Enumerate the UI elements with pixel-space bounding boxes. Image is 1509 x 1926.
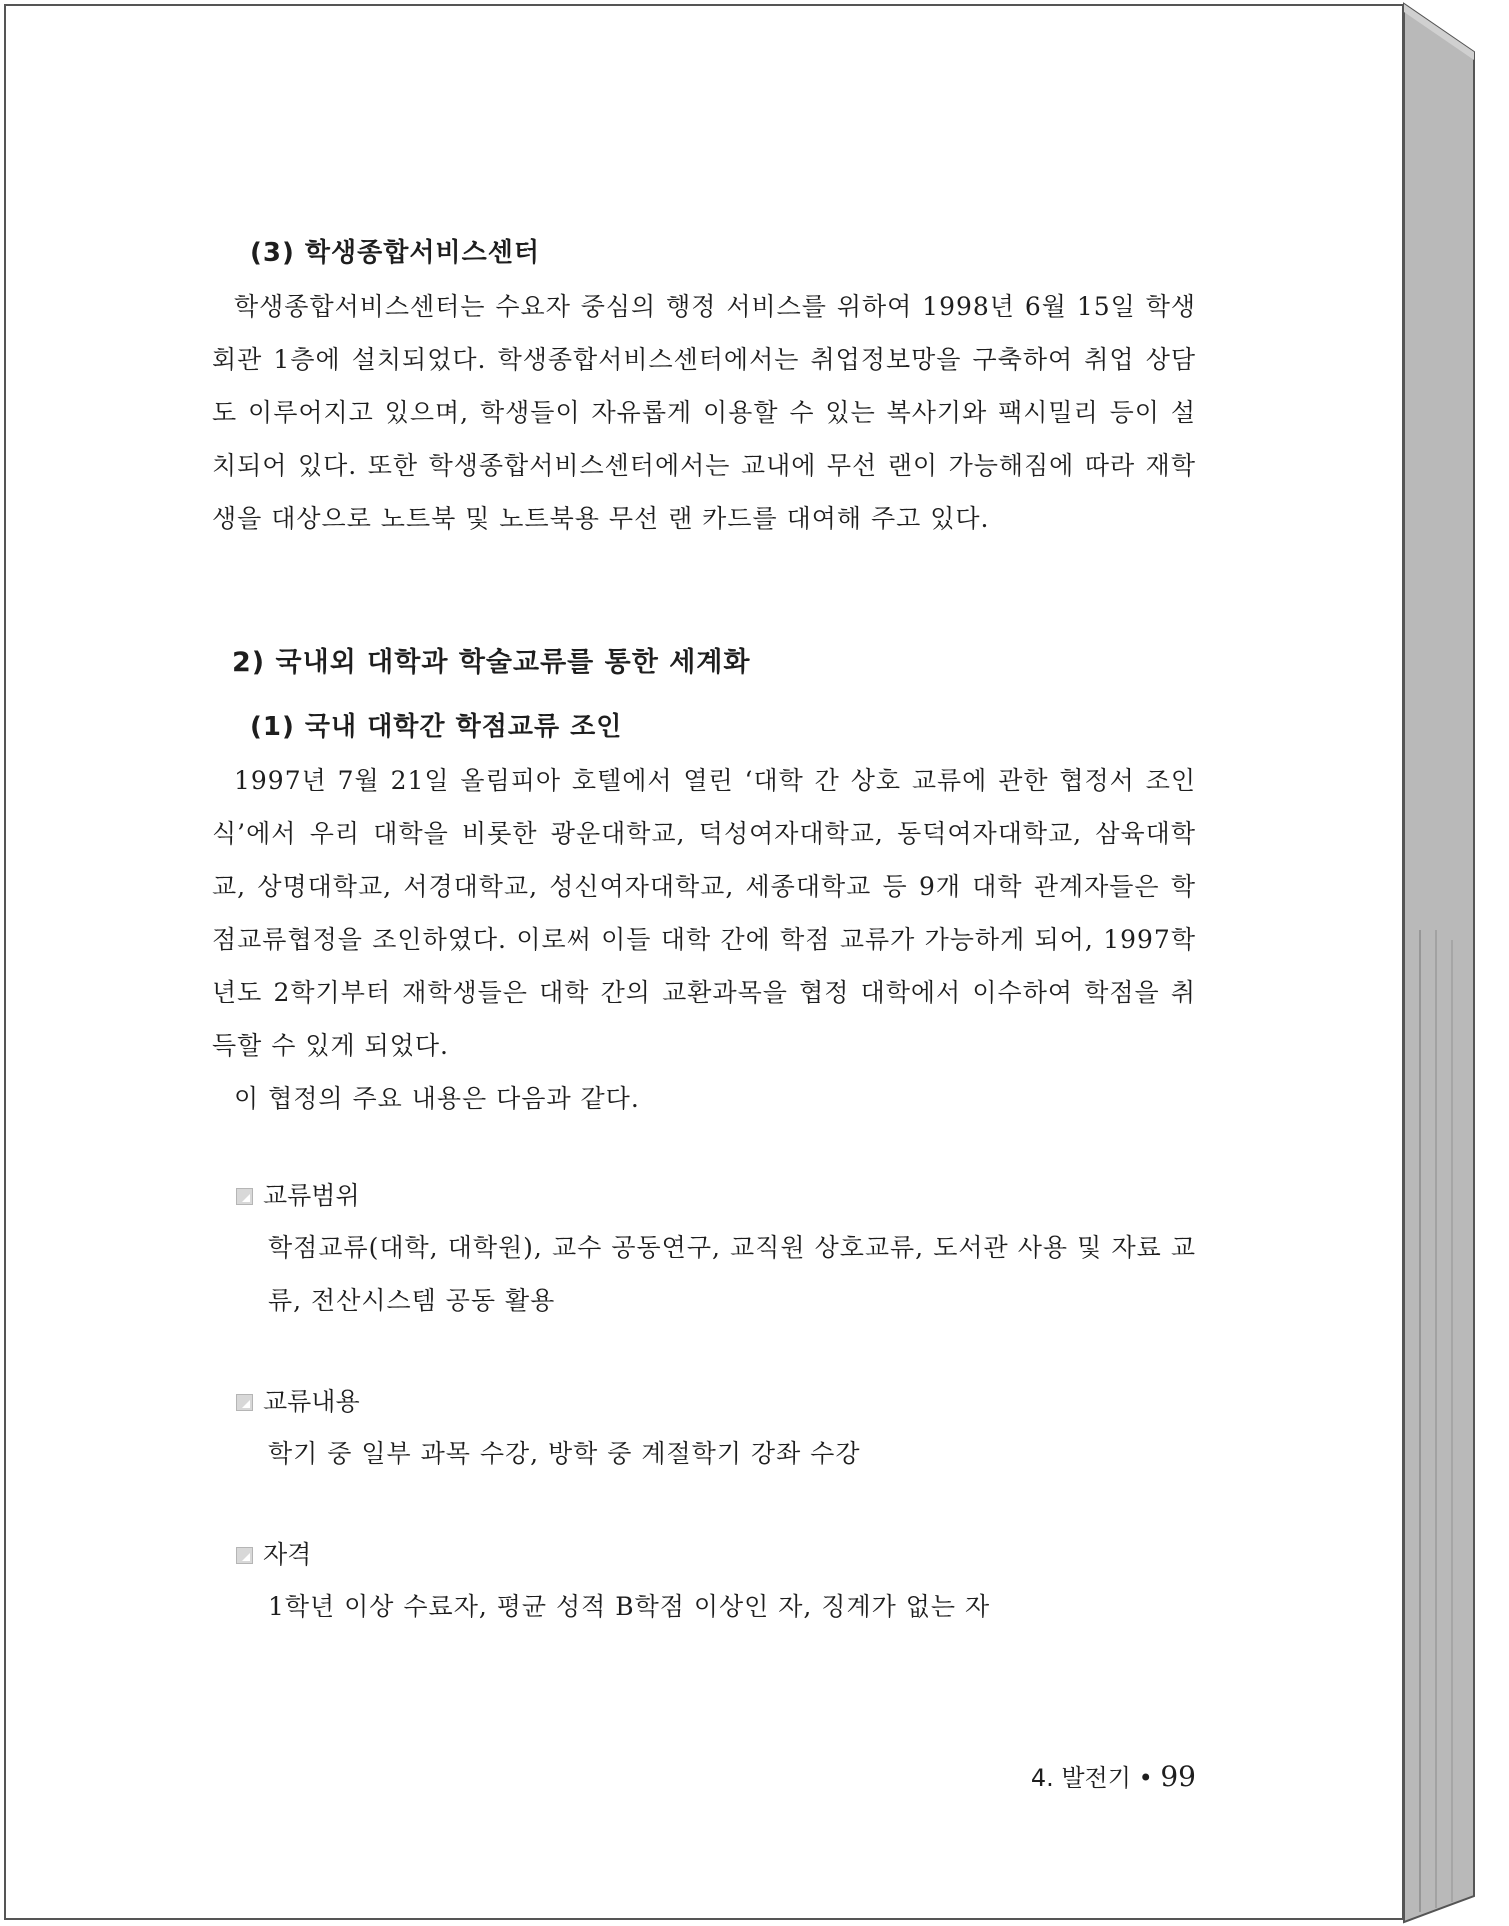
item-qualification: [212, 1530, 1196, 1633]
subsection-1-intro: 이 협정의 주요 내용은 다음과 같다.: [234, 1084, 640, 1113]
page-footer: [1020, 1758, 1196, 1793]
footer-chapter: 4. 발전기: [1030, 1764, 1131, 1792]
item-text: 학기 중 일부 과목 수강, 방학 중 계절학기 강좌 수강: [268, 1439, 861, 1468]
section-3-heading: (3) 학생종합서비스센터: [250, 238, 540, 268]
item-heading: [212, 1171, 1196, 1221]
item-exchange-scope: [212, 1171, 1196, 1327]
subsection-1-paragraph: 1997년 7월 21일 올림피아 호텔에서 열린 ‘대학 간 상호 교류에 관한 협정서 조인식’에서 우리 대학을 비롯한 광운대학교, 덕성여자대학교, 동덕여자대학교, 삼육대학교, 상명대학교, 서경대학교, 성신여자대학교, 세종대학교 등 9개 대학 관계자들은 학점교류협정을 조인하였다. 이로써 이들 대학 간에 학점 교류가 가능하게 되어, 1997학년도 2학기부터 재학생들은 대학 간의 교환과목을 협정 대학에서 이수하여 학점을 취득할 수 있게 되었다.: [212, 766, 1196, 1060]
item-heading: [212, 1530, 1196, 1580]
subsection-1-heading: (1) 국내 대학간 학점교류 조인: [250, 712, 623, 742]
square-bullet-icon: [236, 1394, 253, 1411]
item-heading: [212, 1377, 1196, 1427]
page-content: [212, 228, 1196, 1633]
square-bullet-icon: [236, 1547, 253, 1564]
item-text: 학점교류(대학, 대학원), 교수 공동연구, 교직원 상호교류, 도서관 사용 및 자료 교류, 전산시스템 공동 활용: [268, 1233, 1196, 1315]
item-label: 자격: [263, 1540, 312, 1569]
footer-separator: •: [1138, 1764, 1153, 1792]
page-number: 99: [1160, 1760, 1196, 1793]
item-text: 1학년 이상 수료자, 평균 성적 B학점 이상인 자, 징계가 없는 자: [268, 1592, 991, 1621]
section-2-heading: 2) 국내외 대학과 학술교류를 통한 세계화: [232, 647, 751, 678]
section-3-paragraph: 학생종합서비스센터는 수요자 중심의 행정 서비스를 위하여 1998년 6월 15일 학생회관 1층에 설치되었다. 학생종합서비스센터에서는 취업정보망을 구축하여 취업 상담도 이루어지고 있으며, 학생들이 자유롭게 이용할 수 있는 복사기와 팩시밀리 등이 설치되어 있다. 또한 학생종합서비스센터에서는 교내에 무선 랜이 가능해짐에 따라 재학생을 대상으로 노트북 및 노트북용 무선 랜 카드를 대여해 주고 있다.: [212, 292, 1196, 533]
item-exchange-content: [212, 1377, 1196, 1480]
item-label: 교류범위: [263, 1181, 360, 1210]
square-bullet-icon: [236, 1188, 253, 1205]
item-label: 교류내용: [263, 1387, 360, 1416]
